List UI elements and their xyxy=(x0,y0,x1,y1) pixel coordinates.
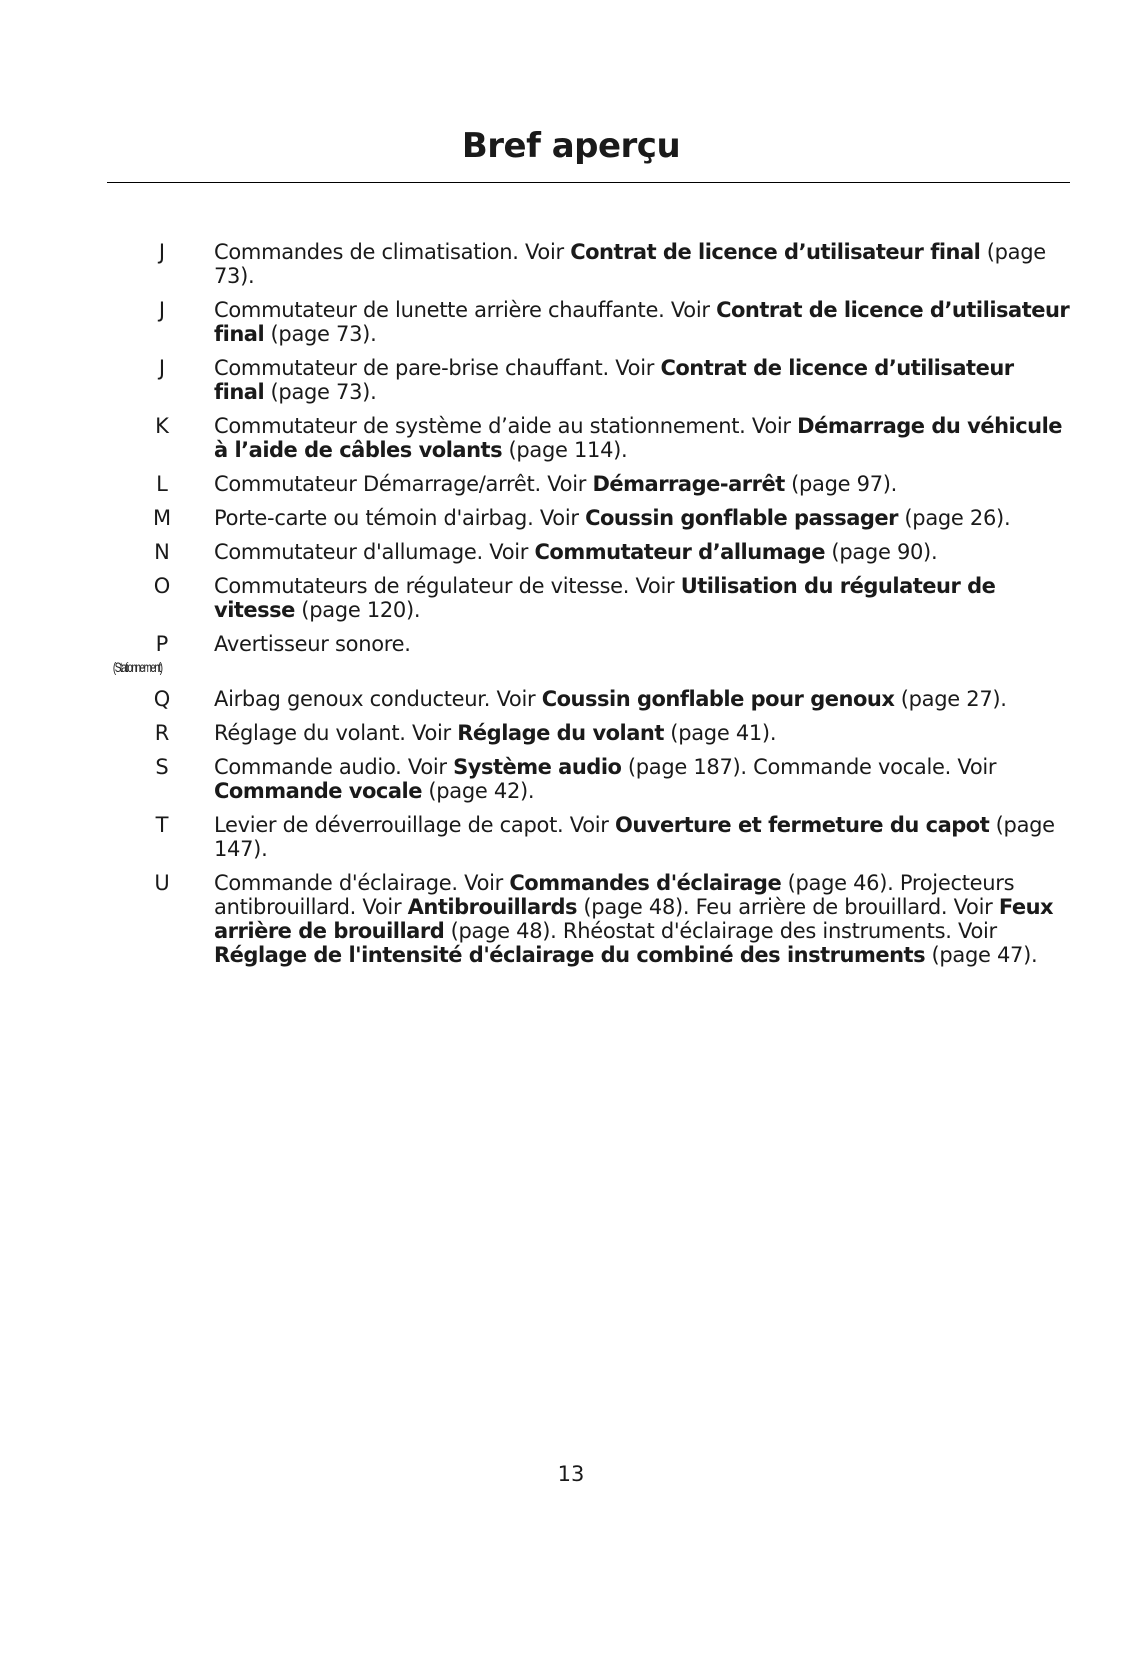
list-item xyxy=(110,632,1070,675)
item-description xyxy=(214,574,1070,622)
list-item xyxy=(110,540,1070,564)
list-item xyxy=(110,755,1070,803)
item-text: (page 42). xyxy=(422,779,535,803)
item-letter xyxy=(110,574,214,598)
list-item xyxy=(110,871,1070,967)
item-text: (page 147). xyxy=(214,813,1055,861)
cross-reference-link[interactable]: Démarrage-arrêt xyxy=(592,472,785,496)
item-text: Airbag genoux conducteur. Voir xyxy=(214,687,542,711)
item-text: (page 73). xyxy=(264,322,377,346)
item-letter-text: O xyxy=(153,574,171,598)
item-text: Réglage du volant. Voir xyxy=(214,721,458,745)
list-item xyxy=(110,298,1070,346)
cross-reference-link[interactable]: Système audio xyxy=(453,755,622,779)
item-letter xyxy=(110,506,214,530)
item-text: (page 41). xyxy=(663,721,777,745)
item-letter xyxy=(110,813,214,837)
cross-reference-link[interactable]: Coussin gonflable passager xyxy=(585,506,899,530)
item-letter-text: U xyxy=(154,871,170,895)
item-description xyxy=(214,506,1070,530)
item-letter xyxy=(110,721,214,745)
item-text: Commande d'éclairage. Voir xyxy=(214,871,510,895)
item-text: Commutateur de lunette arrière chauffante. Voir xyxy=(214,298,717,322)
item-text: (page 47). xyxy=(925,943,1038,967)
item-text: (page 120). xyxy=(294,598,421,622)
list-item xyxy=(110,472,1070,496)
item-letter xyxy=(110,414,214,438)
item-text: Commutateur de pare-brise chauffant. Voir xyxy=(214,356,661,380)
item-text: (page 48). Feu arrière de brouillard. Voir xyxy=(577,895,999,919)
item-description xyxy=(214,721,1070,745)
item-text: (page 90). xyxy=(825,540,938,564)
item-description xyxy=(214,414,1070,462)
cross-reference-link[interactable]: Feux arrière de brouillard xyxy=(214,895,1054,943)
cross-reference-link[interactable]: Commutateur d’allumage xyxy=(534,540,826,564)
item-description xyxy=(214,755,1070,803)
list-item xyxy=(110,356,1070,404)
item-description xyxy=(214,632,1070,656)
item-letter xyxy=(110,632,214,675)
page-title: Bref aperçu xyxy=(461,126,681,166)
item-letter xyxy=(110,755,214,779)
item-text: Levier de déverrouillage de capot. Voir xyxy=(214,813,615,837)
item-letter-text: R xyxy=(154,721,170,745)
item-letter-text: L xyxy=(156,472,168,496)
item-text: (page 114). xyxy=(502,438,628,462)
list-item xyxy=(110,721,1070,745)
item-text: Porte-carte ou témoin d'airbag. Voir xyxy=(214,506,586,530)
item-letter xyxy=(110,871,214,895)
list-item xyxy=(110,813,1070,861)
list-item xyxy=(110,687,1070,711)
item-description xyxy=(214,356,1070,404)
item-text: Commutateurs de régulateur de vitesse. Voir xyxy=(214,574,681,598)
item-text: (page 46). Projecteurs antibrouillard. Voir xyxy=(214,871,1015,919)
item-text: Commutateur Démarrage/arrêt. Voir xyxy=(214,472,593,496)
list-item xyxy=(110,574,1070,622)
title-divider xyxy=(107,182,1070,183)
item-letter-text: K xyxy=(155,414,169,438)
item-letter-text: J xyxy=(158,298,166,322)
item-description xyxy=(214,871,1070,967)
cross-reference-link[interactable]: Utilisation du régulateur de vitesse xyxy=(214,574,996,622)
list-item xyxy=(110,240,1070,288)
item-text: Commandes de climatisation. Voir xyxy=(214,240,571,264)
item-description xyxy=(214,813,1070,861)
entry-list xyxy=(110,240,1070,977)
item-text: Commande audio. Voir xyxy=(214,755,454,779)
item-letter xyxy=(110,356,214,380)
cross-reference-link[interactable]: Antibrouillards xyxy=(407,895,578,919)
item-text: (page 187). Commande vocale. Voir xyxy=(621,755,997,779)
item-description xyxy=(214,540,1070,564)
item-letter xyxy=(110,472,214,496)
cross-reference-link[interactable]: Réglage du volant xyxy=(457,721,664,745)
item-description xyxy=(214,472,1070,496)
item-letter-text: N xyxy=(154,540,170,564)
item-letter xyxy=(110,687,214,711)
item-text: (page 97). xyxy=(784,472,898,496)
cross-reference-link[interactable]: Ouverture et fermeture du capot xyxy=(615,813,990,837)
item-text: (page 73). xyxy=(264,380,377,404)
cross-reference-link[interactable]: Contrat de licence d’utilisateur final xyxy=(214,298,1070,346)
item-letter xyxy=(110,240,214,264)
cross-reference-link[interactable]: Contrat de licence d’utilisateur final xyxy=(570,240,981,264)
item-letter xyxy=(110,298,214,322)
item-letter-text: T xyxy=(155,813,169,837)
item-description xyxy=(214,240,1070,288)
item-description xyxy=(214,687,1070,711)
item-text: (page 26). xyxy=(898,506,1011,530)
item-text: (page 27). xyxy=(894,687,1007,711)
cross-reference-link[interactable]: Coussin gonflable pour genoux xyxy=(541,687,895,711)
item-description xyxy=(214,298,1070,346)
cross-reference-link[interactable]: Contrat de licence d’utilisateur final xyxy=(214,356,1014,404)
page-number: 13 xyxy=(557,1462,585,1486)
item-letter-text: J xyxy=(158,240,166,264)
item-letter xyxy=(110,540,214,564)
cross-reference-link[interactable]: Démarrage du véhicule à l’aide de câbles volants xyxy=(214,414,1063,462)
item-text: (page 73). xyxy=(214,240,1046,288)
list-item xyxy=(110,414,1070,462)
item-text: Avertisseur sonore. xyxy=(214,632,411,656)
item-text: Commutateur d'allumage. Voir xyxy=(214,540,535,564)
cross-reference-link[interactable]: Commande vocale xyxy=(214,779,422,803)
item-letter-text: S xyxy=(155,755,169,779)
cross-reference-link[interactable]: Réglage de l'intensité d'éclairage du combiné des instruments xyxy=(214,943,926,967)
item-text: Commutateur de système d’aide au stationnement. Voir xyxy=(214,414,798,438)
item-letter-text: M xyxy=(152,506,172,530)
cross-reference-link[interactable]: Commandes d'éclairage xyxy=(509,871,782,895)
list-item xyxy=(110,506,1070,530)
item-text: (page 48). Rhéostat d'éclairage des instruments. Voir xyxy=(444,919,997,943)
item-letter-text: Q xyxy=(153,687,171,711)
item-letter-text: J xyxy=(158,356,166,380)
item-letter-text: P xyxy=(155,632,169,656)
item-sub-label: (Stationnement) xyxy=(112,659,162,675)
